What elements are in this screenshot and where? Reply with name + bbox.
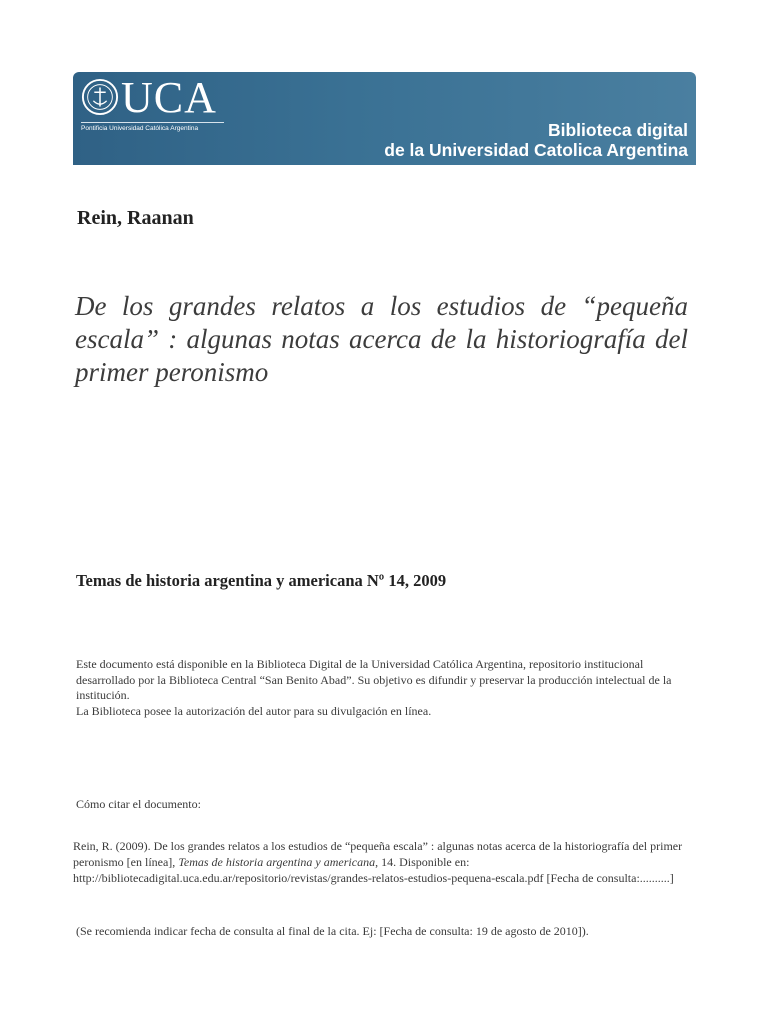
citation-prefix: Rein, R. (2009). De los grandes relatos a los estudios de “pequeña escala” : algunas notas acerca de la historiografía del primer peronismo [en línea], <box>73 839 683 869</box>
citation-heading: Cómo citar el documento: <box>76 797 201 811</box>
uca-seal-icon <box>81 78 119 116</box>
banner-title-line-1: Biblioteca digital <box>547 120 688 140</box>
document-title: De los grandes relatos a los estudios de “pequeña escala” : algunas notas acerca de la historiografía del primer peronismo <box>75 291 688 387</box>
uca-logo <box>81 73 281 138</box>
disclaimer <box>76 657 696 719</box>
disclaimer-paragraph: Este documento está disponible en la Biblioteca Digital de la Universidad Católica Argentina, repositorio institucional desarrollado por la Biblioteca Central “San Benito Abad”. Su objetivo es difundir y preservar la producción intelectual de la institución. <box>76 657 672 702</box>
citation-journal: Temas de historia argentina y americana <box>178 855 376 869</box>
banner-title <box>384 120 688 160</box>
citation-suffix: , 14. Disponible en: http://bibliotecadigital.uca.edu.ar/repositorio/revistas/grandes-relatos-estudios-pequena-escala.pdf [Fecha de consulta:..........] <box>73 855 674 885</box>
citation-recommendation: (Se recomienda indicar fecha de consulta al final de la cita. Ej: [Fecha de consulta: 19 de agosto de 2010]). <box>76 924 589 938</box>
logo-subtitle: Pontificia Universidad Católica Argentina <box>81 125 199 132</box>
header-banner <box>73 72 696 165</box>
logo-divider <box>81 122 224 123</box>
citation-text <box>73 838 695 886</box>
journal-reference: Temas de historia argentina y americana Nº 14, 2009 <box>76 571 447 590</box>
author: Rein, Raanan <box>77 207 194 229</box>
logo-text: UCA <box>121 73 217 122</box>
disclaimer-paragraph: La Biblioteca posee la autorización del autor para su divulgación en línea. <box>76 703 432 718</box>
banner-title-line-2: de la Universidad Catolica Argentina <box>384 140 688 160</box>
